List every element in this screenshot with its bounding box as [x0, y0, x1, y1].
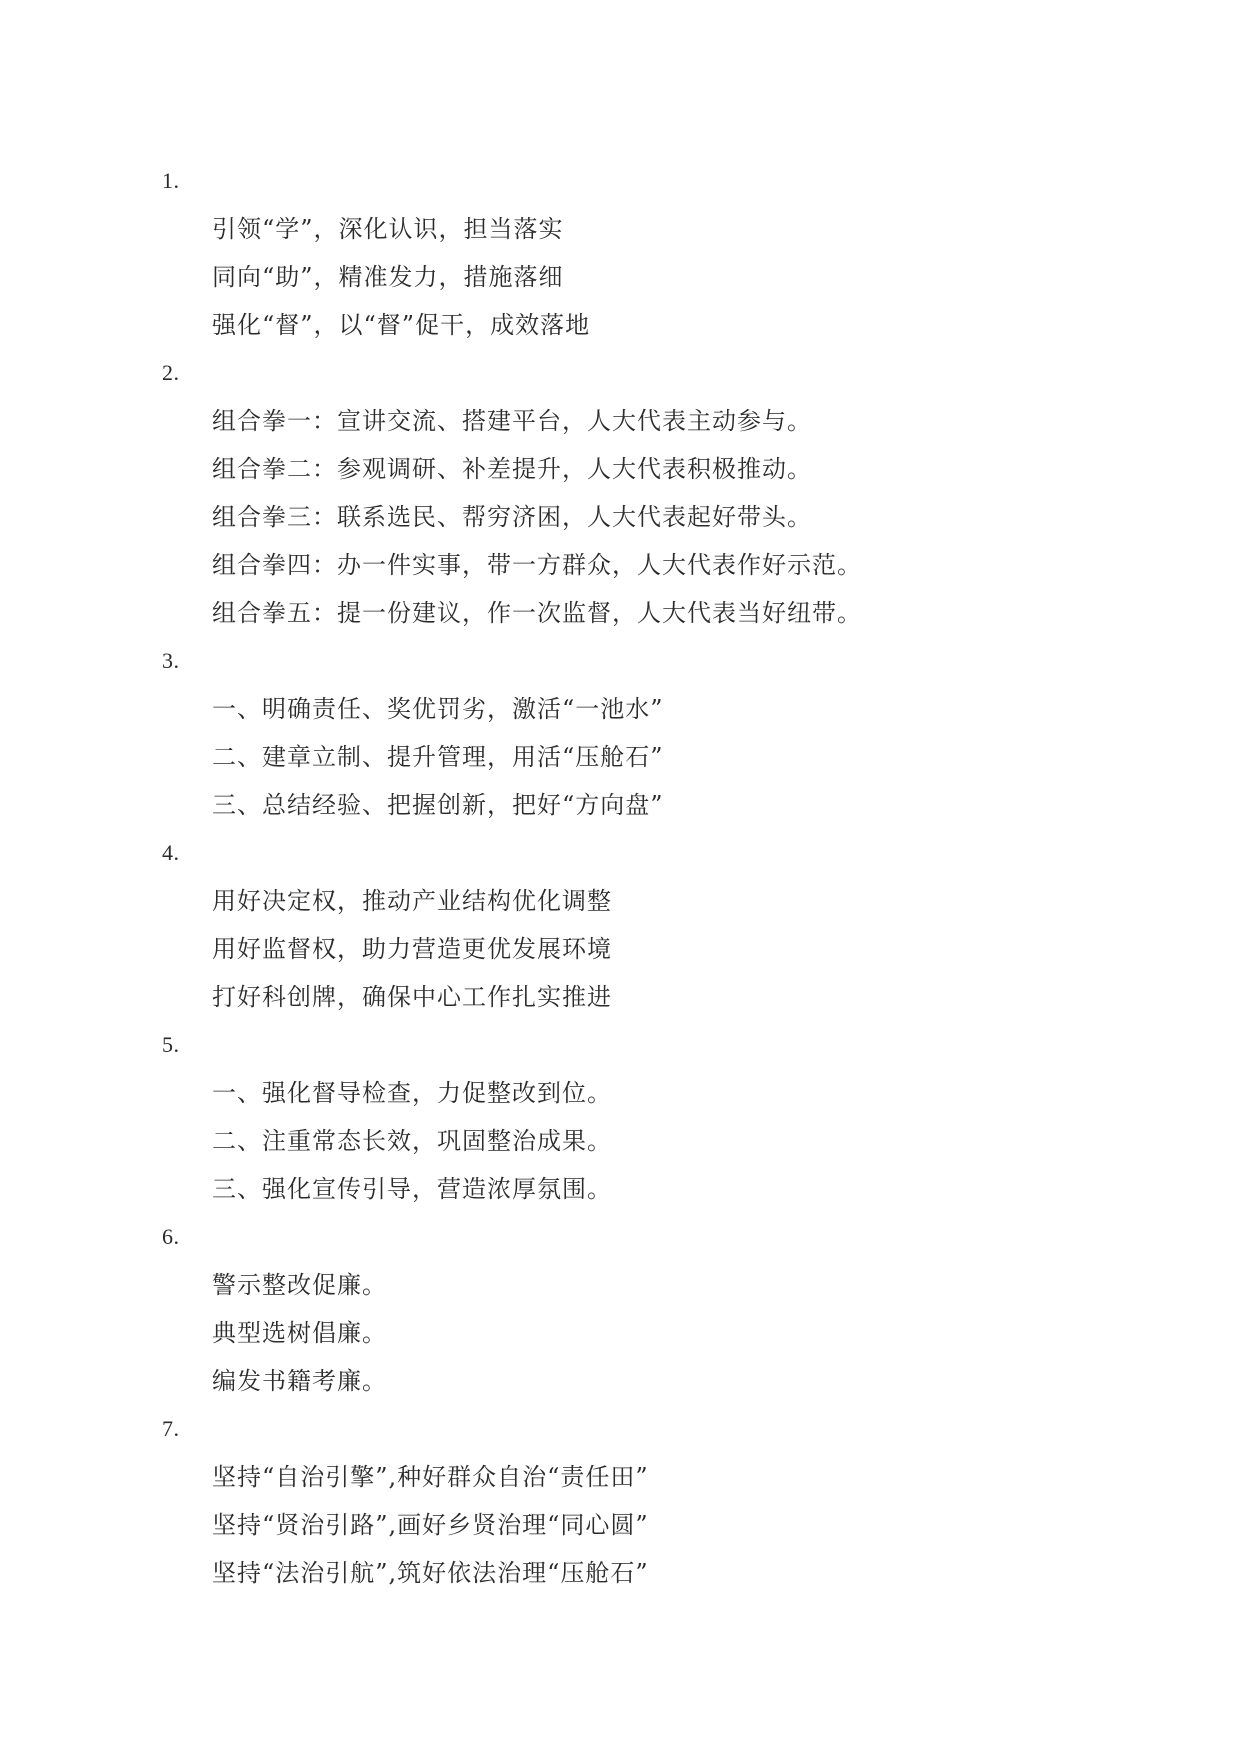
section-7 [162, 1405, 1162, 1597]
document-body [162, 157, 1162, 1597]
list-item: 用好监督权，助力营造更优发展环境 [212, 935, 612, 963]
list-item: 警示整改促廉。 [212, 1271, 387, 1299]
list-item: 一、强化督导检查，力促整改到位。 [212, 1079, 612, 1107]
section-number: 4. [162, 840, 180, 865]
list-item: 坚持“贤治引路”,画好乡贤治理“同心圆” [212, 1511, 649, 1539]
section-number: 5. [162, 1032, 180, 1057]
section-3 [162, 637, 1162, 829]
section-item-list [162, 397, 1162, 637]
section-item-list [162, 1261, 1162, 1405]
section-item-list [162, 685, 1162, 829]
section-item-list [162, 205, 1162, 349]
section-1 [162, 157, 1162, 349]
section-item-list [162, 877, 1162, 1021]
list-item: 二、注重常态长效，巩固整治成果。 [212, 1127, 612, 1155]
section-number: 6. [162, 1224, 180, 1249]
section-6 [162, 1213, 1162, 1405]
list-item: 用好决定权，推动产业结构优化调整 [212, 887, 612, 915]
list-item: 同向“助”，精准发力，措施落细 [212, 263, 564, 291]
list-item: 强化“督”，以“督”促干，成效落地 [212, 311, 591, 339]
list-item: 三、强化宣传引导，营造浓厚氛围。 [212, 1175, 612, 1203]
list-item: 典型选树倡廉。 [212, 1319, 387, 1347]
list-item: 编发书籍考廉。 [212, 1367, 387, 1395]
section-number: 1. [162, 168, 180, 193]
list-item: 组合拳二：参观调研、补差提升，人大代表积极推动。 [212, 455, 812, 483]
list-item: 组合拳三：联系选民、帮穷济困，人大代表起好带头。 [212, 503, 812, 531]
section-number: 3. [162, 648, 180, 673]
list-item: 引领“学”，深化认识，担当落实 [212, 215, 564, 243]
list-item: 组合拳一：宣讲交流、搭建平台，人大代表主动参与。 [212, 407, 812, 435]
list-item: 三、总结经验、把握创新，把好“方向盘” [212, 791, 664, 819]
list-item: 坚持“自治引擎”,种好群众自治“责任田” [212, 1463, 649, 1491]
list-item: 一、明确责任、奖优罚劣，激活“一池水” [212, 695, 664, 723]
section-5 [162, 1021, 1162, 1213]
section-2 [162, 349, 1162, 637]
section-4 [162, 829, 1162, 1021]
list-item: 组合拳五：提一份建议，作一次监督，人大代表当好纽带。 [212, 599, 862, 627]
list-item: 坚持“法治引航”,筑好依法治理“压舱石” [212, 1559, 649, 1587]
list-item: 组合拳四：办一件实事，带一方群众，人大代表作好示范。 [212, 551, 862, 579]
section-item-list [162, 1069, 1162, 1213]
list-item: 二、建章立制、提升管理，用活“压舱石” [212, 743, 664, 771]
section-item-list [162, 1453, 1162, 1597]
section-number: 7. [162, 1416, 180, 1441]
section-number: 2. [162, 360, 180, 385]
list-item: 打好科创牌，确保中心工作扎实推进 [212, 983, 612, 1011]
